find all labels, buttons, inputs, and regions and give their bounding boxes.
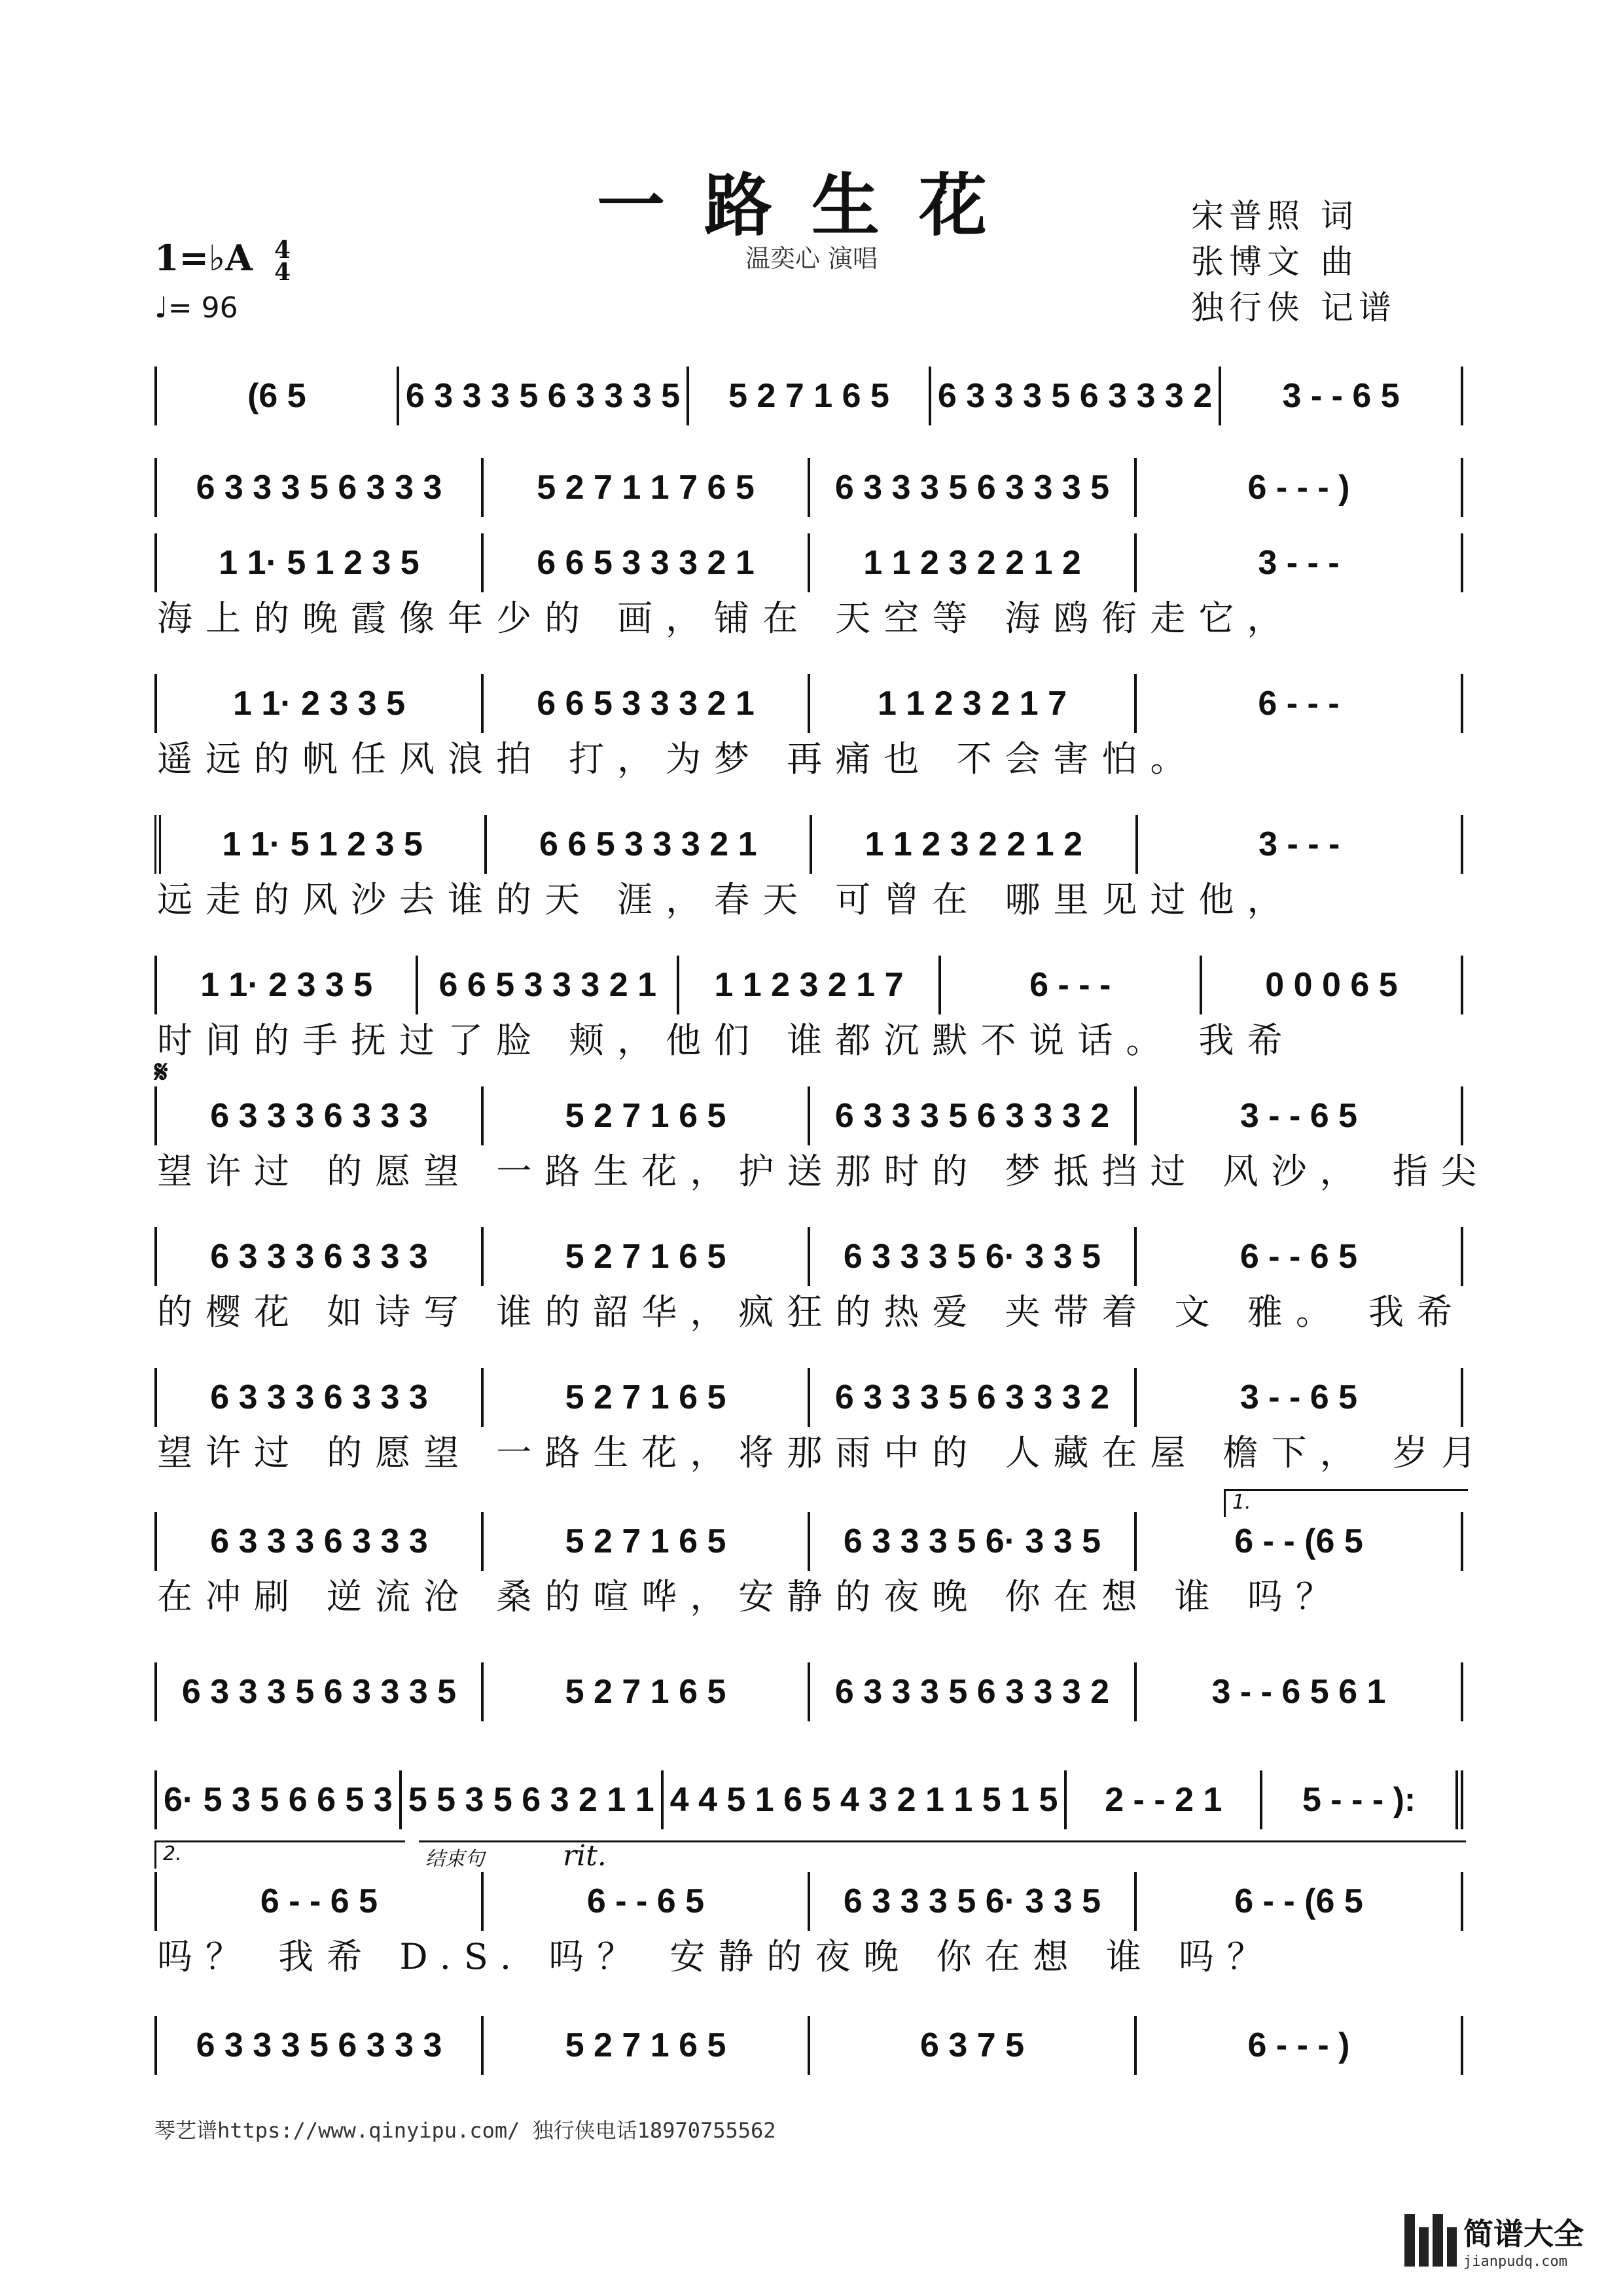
composer-credit: 张博文 曲 bbox=[1191, 243, 1359, 281]
measure: 6 3 3 3 5 6 3 3 3 5 bbox=[810, 458, 1137, 517]
measure: 6 3 3 3 5 6· 3 3 5 bbox=[810, 1512, 1137, 1571]
score-system bbox=[154, 1512, 1463, 1623]
measure: 1 1 2 3 2 2 1 2 bbox=[810, 533, 1137, 592]
measure: 4 4 5 1 6 5 4 3 2 1 1 5 1 5 bbox=[664, 1770, 1067, 1829]
measure: 6 3 3 3 5 6 3 3 3 5 bbox=[399, 367, 689, 425]
singer-credit: 温奕心 演唱 bbox=[745, 244, 878, 273]
measure: 1 1 2 3 2 1 7 bbox=[679, 956, 940, 1014]
logo-url: jianpudq.com bbox=[1463, 2253, 1567, 2270]
measure: 1 1· 5 1 2 3 5 bbox=[161, 815, 487, 874]
volta-second-ending: 2. bbox=[154, 1840, 405, 1869]
measure: 1 1 2 3 2 2 1 2 bbox=[812, 815, 1138, 874]
measure: 5 2 7 1 6 5 bbox=[689, 367, 931, 425]
measure: 6 6 5 3 3 3 2 1 bbox=[487, 815, 813, 874]
measure: 6 3 3 3 5 6· 3 3 5 bbox=[810, 1227, 1137, 1286]
lyric-line: 望许过 的愿望 一路生花，护送那时的 梦抵挡过 风沙， 指尖 bbox=[157, 1151, 1489, 1192]
lyricist-credit: 宋普照 词 bbox=[1191, 197, 1359, 235]
score-system bbox=[154, 1662, 1463, 1774]
measure: 6 3 3 3 5 6 3 3 3 2 bbox=[810, 1662, 1137, 1721]
score-system bbox=[154, 533, 1463, 645]
measure: 1 1 2 3 2 1 7 bbox=[810, 674, 1137, 733]
measure-row bbox=[154, 674, 1463, 733]
transcriber-credit: 独行侠 记谱 bbox=[1191, 289, 1397, 327]
measure: 3 - - 6 5 bbox=[1240, 1097, 1358, 1135]
measure: 6 - - - bbox=[941, 956, 1202, 1014]
measure: 6 - - (6 5 bbox=[1234, 1522, 1363, 1560]
lyric-line: 望许过 的愿望 一路生花，将那雨中的 人藏在屋 檐下， 岁月 bbox=[157, 1432, 1489, 1473]
measure: 5 2 7 1 6 5 bbox=[484, 2016, 810, 2075]
measure: 1 1· 2 3 3 5 bbox=[157, 674, 484, 733]
measure-row bbox=[154, 956, 1463, 1014]
lyric-line: 远走的风沙去谁的天 涯，春天 可曾在 哪里见过他， bbox=[157, 879, 1296, 920]
score-system bbox=[154, 956, 1463, 1067]
score-system bbox=[154, 674, 1463, 785]
score-system bbox=[154, 1227, 1463, 1338]
lyric-line: 时间的手抚过了脸 颊，他们 谁都沉默不说话。 我希 bbox=[157, 1020, 1296, 1061]
measure: 6 3 3 3 5 6 3 3 3 2 bbox=[810, 1368, 1137, 1427]
lyric-line: 吗？ 我希 D.S. 吗？ 安静的夜晚 你在想 谁 吗？ bbox=[157, 1936, 1275, 1977]
measure: 6 - - - ) bbox=[1247, 2026, 1350, 2064]
measure: 3 - - - bbox=[1258, 825, 1340, 863]
score-system bbox=[154, 1872, 1463, 1983]
measure: 3 - - - bbox=[1258, 544, 1340, 582]
footer-text: 琴艺谱https://www.qinyipu.com/ 独行侠电话18970755562 bbox=[154, 2118, 776, 2143]
measure: 6 3 3 3 6 3 3 3 bbox=[157, 1227, 484, 1286]
measure: 6 - - 6 5 bbox=[1240, 1238, 1358, 1276]
lyric-line bbox=[154, 1721, 1463, 1774]
measure: 6 - - - bbox=[1258, 685, 1340, 723]
measure: 6 - - - ) bbox=[1247, 469, 1350, 507]
measure: 6 - - 6 5 bbox=[484, 1872, 810, 1931]
volta-first-ending: 1. bbox=[1224, 1489, 1468, 1517]
measure: 6 6 5 3 3 3 2 1 bbox=[484, 674, 810, 733]
logo-name: 简谱大全 bbox=[1463, 2216, 1584, 2251]
segno-sign: 𝄋 bbox=[154, 1054, 168, 1090]
measure: 5 2 7 1 6 5 bbox=[484, 1227, 810, 1286]
key-signature bbox=[154, 236, 291, 286]
measure: 5 - - - ): bbox=[1302, 1781, 1416, 1819]
coda-label: 结束句 bbox=[419, 1840, 1466, 1869]
measure: 1 1· 5 1 2 3 5 bbox=[157, 533, 484, 592]
measure: 5 2 7 1 6 5 bbox=[484, 1512, 810, 1571]
measure-row bbox=[154, 1086, 1463, 1145]
score-system bbox=[154, 1086, 1489, 1198]
measure-row bbox=[154, 1368, 1463, 1427]
ritardando-mark: rit. bbox=[563, 1839, 607, 1873]
score-system bbox=[154, 2016, 1463, 2127]
lyric-line: 遥远的帆任风浪拍 打，为梦 再痛也 不会害怕。 bbox=[157, 738, 1199, 780]
measure-row bbox=[154, 1662, 1463, 1721]
measure: 5 2 7 1 6 5 bbox=[484, 1662, 810, 1721]
measure-row bbox=[154, 1770, 1463, 1829]
measure: 6 3 3 3 5 6 3 3 3 2 bbox=[931, 367, 1221, 425]
measure: 5 2 7 1 6 5 bbox=[484, 1368, 810, 1427]
measure: 5 5 3 5 6 3 2 1 1 bbox=[402, 1770, 664, 1829]
measure: 5 2 7 1 6 5 bbox=[484, 1086, 810, 1145]
measure: (6 5 bbox=[157, 367, 399, 425]
measure-row bbox=[154, 533, 1463, 592]
measure-row bbox=[154, 367, 1463, 425]
measure: 6 6 5 3 3 3 2 1 bbox=[418, 956, 679, 1014]
measure-row bbox=[154, 815, 1463, 874]
measure-row bbox=[154, 458, 1463, 517]
measure-row bbox=[154, 2016, 1463, 2075]
measure: 6 3 3 3 6 3 3 3 bbox=[157, 1512, 484, 1571]
song-title: 一路生花 bbox=[596, 165, 1026, 245]
measure: 6 3 3 3 5 6· 3 3 5 bbox=[810, 1872, 1137, 1931]
measure: 6 6 5 3 3 3 2 1 bbox=[484, 533, 810, 592]
measure-row bbox=[154, 1227, 1463, 1286]
measure: 6 3 3 3 5 6 3 3 3 bbox=[157, 2016, 484, 2075]
lyric-line: 在冲刷 逆流沧 桑的喧哗，安静的夜晚 你在想 谁 吗？ bbox=[157, 1576, 1344, 1617]
measure: 2 - - 2 1 bbox=[1067, 1770, 1262, 1829]
measure: 5 2 7 1 1 7 6 5 bbox=[484, 458, 810, 517]
measure: 6 3 3 3 6 3 3 3 bbox=[157, 1368, 484, 1427]
tempo-marking: ♩= 96 bbox=[154, 291, 238, 325]
measure: 6 - - (6 5 bbox=[1234, 1882, 1363, 1920]
measure: 3 - - 6 5 bbox=[1282, 377, 1400, 415]
score-system bbox=[154, 815, 1463, 926]
measure: 6 3 3 3 5 6 3 3 3 2 bbox=[810, 1086, 1137, 1145]
measure: 6 3 7 5 bbox=[810, 2016, 1137, 2075]
measure: 6 3 3 3 5 6 3 3 3 5 bbox=[157, 1662, 484, 1721]
measure-row bbox=[154, 1872, 1463, 1931]
measure: 6 3 3 3 6 3 3 3 bbox=[157, 1086, 484, 1145]
measure: 0 0 0 6 5 bbox=[1265, 966, 1398, 1004]
score-system bbox=[154, 1368, 1489, 1479]
measure-row bbox=[154, 1512, 1463, 1571]
time-signature: 4 4 bbox=[274, 236, 291, 286]
lyric-line: 海上的晚霞像年少的 画，铺在 天空等 海鸥衔走它， bbox=[157, 598, 1296, 639]
key-label: 1=♭A bbox=[154, 237, 253, 279]
measure: 6 3 3 3 5 6 3 3 3 bbox=[157, 458, 484, 517]
measure: 3 - - 6 5 6 1 bbox=[1211, 1673, 1386, 1711]
lyric-line: 的樱花 如诗写 谁的韶华，疯狂的热爱 夹带着 文 雅。 我希 bbox=[157, 1291, 1465, 1333]
measure: 6· 5 3 5 6 6 5 3 bbox=[157, 1770, 402, 1829]
piano-keys-icon bbox=[1404, 2214, 1457, 2267]
measure: 6 - - 6 5 bbox=[157, 1872, 484, 1931]
site-logo bbox=[1404, 2210, 1584, 2270]
measure: 1 1· 2 3 3 5 bbox=[157, 956, 418, 1014]
measure: 3 - - 6 5 bbox=[1240, 1378, 1358, 1416]
